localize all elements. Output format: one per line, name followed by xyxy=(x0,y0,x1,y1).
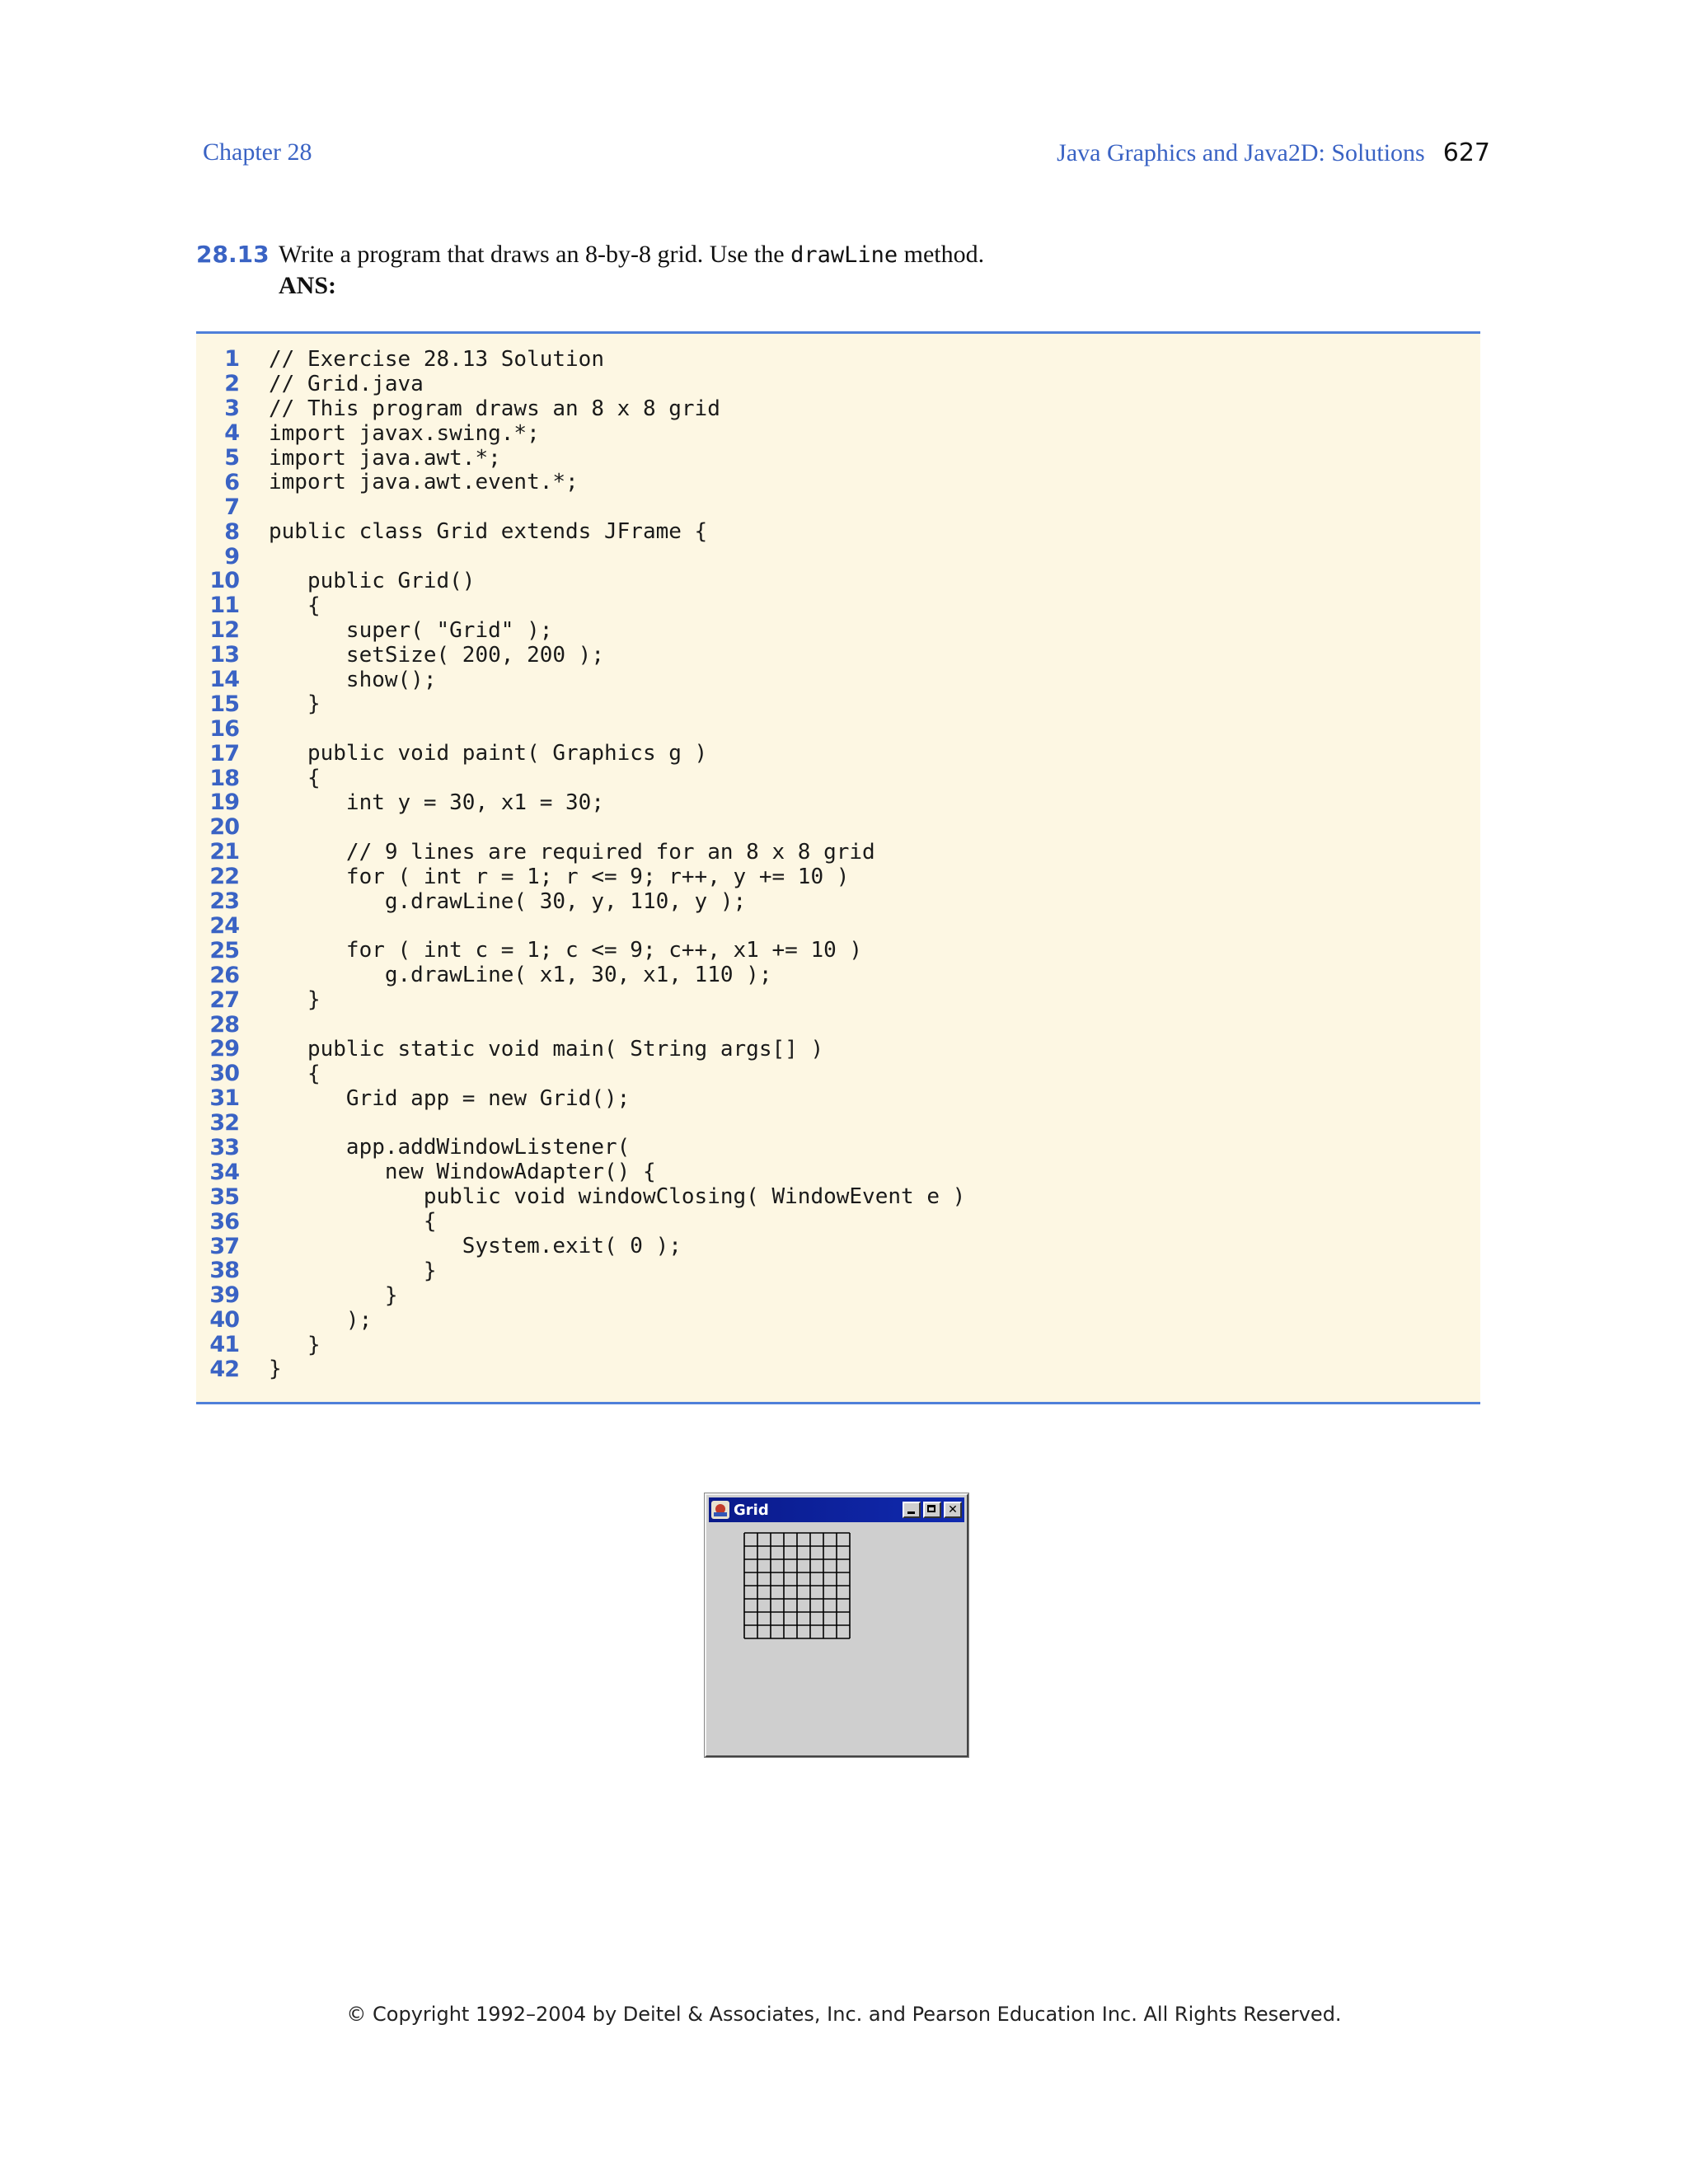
line-number: 40 xyxy=(209,1307,239,1333)
code-text: import java.awt.event.*; xyxy=(269,470,579,495)
line-number: 31 xyxy=(209,1085,239,1112)
running-head-chapter: Chapter 28 xyxy=(203,138,312,166)
line-number: 15 xyxy=(209,691,239,717)
line-number: 30 xyxy=(209,1061,239,1087)
line-number: 9 xyxy=(224,543,239,569)
code-line xyxy=(196,593,1480,618)
line-number: 4 xyxy=(224,420,239,447)
line-number: 38 xyxy=(209,1258,239,1284)
line-number: 28 xyxy=(209,1011,239,1038)
code-text: public static void main( String args[] ) xyxy=(269,1036,824,1062)
code-lines xyxy=(196,347,1480,1381)
line-number: 42 xyxy=(209,1356,239,1382)
code-text: // Exercise 28.13 Solution xyxy=(269,346,604,372)
line-number: 6 xyxy=(224,469,239,495)
code-text: Grid app = new Grid(); xyxy=(269,1085,631,1111)
code-line xyxy=(196,889,1480,914)
code-text: // 9 lines are required for an 8 x 8 grid xyxy=(269,839,875,865)
code-line xyxy=(196,913,1480,938)
line-number: 37 xyxy=(209,1233,239,1259)
code-text: show(); xyxy=(269,667,437,692)
code-text: } xyxy=(269,1282,398,1308)
line-number: 41 xyxy=(209,1332,239,1358)
code-line xyxy=(196,1111,1480,1136)
code-line xyxy=(196,396,1480,421)
code-line xyxy=(196,741,1480,766)
code-text: ); xyxy=(269,1307,373,1333)
code-line xyxy=(196,1086,1480,1111)
line-number: 27 xyxy=(209,987,239,1013)
line-number: 19 xyxy=(209,790,239,816)
code-text: } xyxy=(269,987,321,1013)
page-number: 627 xyxy=(1442,138,1490,167)
grid-window-screenshot xyxy=(705,1493,968,1757)
code-text: { xyxy=(269,1061,321,1086)
line-number: 29 xyxy=(209,1036,239,1062)
code-text: for ( int r = 1; r <= 9; r++, y += 10 ) xyxy=(269,864,850,889)
line-number: 22 xyxy=(209,864,239,890)
exercise-text-after: method. xyxy=(898,241,985,268)
code-line xyxy=(196,1062,1480,1086)
code-line xyxy=(196,1184,1480,1209)
code-line xyxy=(196,618,1480,643)
code-text: import javax.swing.*; xyxy=(269,420,540,446)
code-text: public void paint( Graphics g ) xyxy=(269,741,708,766)
code-line xyxy=(196,1037,1480,1062)
line-number: 21 xyxy=(209,839,239,865)
code-line xyxy=(196,963,1480,987)
running-head-right xyxy=(1057,138,1490,167)
line-number: 8 xyxy=(224,518,239,545)
code-text: } xyxy=(269,1332,321,1357)
line-number: 16 xyxy=(209,715,239,742)
line-number: 36 xyxy=(209,1208,239,1235)
code-text: { xyxy=(269,593,321,618)
line-number: 25 xyxy=(209,937,239,963)
code-text: } xyxy=(269,1357,282,1382)
code-text: app.addWindowListener( xyxy=(269,1135,631,1160)
code-line xyxy=(196,421,1480,446)
line-number: 17 xyxy=(209,740,239,766)
code-line xyxy=(196,840,1480,865)
code-text: { xyxy=(269,1209,437,1235)
exercise-code-term: drawLine xyxy=(790,242,898,268)
code-text: // This program draws an 8 x 8 grid xyxy=(269,396,720,421)
code-line xyxy=(196,1234,1480,1258)
code-line xyxy=(196,766,1480,790)
code-line xyxy=(196,691,1480,716)
line-number: 33 xyxy=(209,1134,239,1160)
code-line xyxy=(196,544,1480,569)
code-listing xyxy=(196,331,1480,1404)
code-text: // Grid.java xyxy=(269,371,424,396)
code-text: public void windowClosing( WindowEvent e ) xyxy=(269,1184,966,1210)
code-line xyxy=(196,470,1480,494)
code-line xyxy=(196,938,1480,963)
code-line xyxy=(196,519,1480,544)
code-line xyxy=(196,1308,1480,1333)
line-number: 35 xyxy=(209,1183,239,1210)
code-text: int y = 30, x1 = 30; xyxy=(269,790,604,815)
code-text: new WindowAdapter() { xyxy=(269,1160,656,1185)
code-line xyxy=(196,1357,1480,1382)
line-number: 20 xyxy=(209,814,239,841)
code-line xyxy=(196,1012,1480,1037)
answer-label: ANS: xyxy=(279,272,337,299)
code-line xyxy=(196,347,1480,372)
line-number: 3 xyxy=(224,396,239,422)
code-line xyxy=(196,494,1480,519)
line-number: 2 xyxy=(224,371,239,397)
line-number: 10 xyxy=(209,568,239,594)
code-text: } xyxy=(269,691,321,717)
code-line xyxy=(196,1160,1480,1184)
line-number: 1 xyxy=(224,346,239,373)
code-text: import java.awt.*; xyxy=(269,445,501,471)
code-line xyxy=(196,1258,1480,1283)
code-text: public Grid() xyxy=(269,568,476,593)
line-number: 34 xyxy=(209,1159,239,1185)
line-number: 26 xyxy=(209,962,239,988)
line-number: 18 xyxy=(209,765,239,791)
running-head-title: Java Graphics and Java2D: Solutions xyxy=(1057,139,1425,166)
code-text: } xyxy=(269,1258,437,1283)
code-text: g.drawLine( 30, y, 110, y ); xyxy=(269,888,747,914)
code-line xyxy=(196,1283,1480,1308)
code-text: super( "Grid" ); xyxy=(269,617,553,643)
code-line xyxy=(196,643,1480,668)
code-line xyxy=(196,815,1480,840)
code-line xyxy=(196,987,1480,1012)
code-line xyxy=(196,865,1480,889)
exercise xyxy=(196,241,1515,300)
line-number: 12 xyxy=(209,617,239,644)
exercise-statement xyxy=(196,241,1515,269)
code-line xyxy=(196,446,1480,471)
code-line xyxy=(196,1333,1480,1357)
code-line xyxy=(196,1209,1480,1234)
code-line xyxy=(196,668,1480,692)
close-icon[interactable]: ✕ xyxy=(944,1502,962,1518)
code-line xyxy=(196,790,1480,815)
code-text: setSize( 200, 200 ); xyxy=(269,642,604,668)
code-line xyxy=(196,716,1480,741)
code-text: public class Grid extends JFrame { xyxy=(269,519,708,545)
code-line xyxy=(196,1136,1480,1160)
exercise-text xyxy=(279,241,984,269)
window-title: Grid xyxy=(734,1501,769,1519)
code-text: { xyxy=(269,766,321,791)
code-line xyxy=(196,372,1480,396)
line-number: 11 xyxy=(209,593,239,619)
code-line xyxy=(196,569,1480,593)
line-number: 13 xyxy=(209,642,239,668)
line-number: 23 xyxy=(209,888,239,915)
exercise-text-before: Write a program that draws an 8-by-8 grid. Use the xyxy=(279,241,791,268)
grid-canvas xyxy=(706,1495,967,1755)
line-number: 39 xyxy=(209,1282,239,1309)
line-number: 5 xyxy=(224,445,239,471)
line-number: 24 xyxy=(209,912,239,939)
copyright-footer: © Copyright 1992–2004 by Deitel & Associates, Inc. and Pearson Education Inc. All Rights Reserved. xyxy=(346,2003,1342,2026)
line-number: 32 xyxy=(209,1110,239,1137)
code-text: g.drawLine( x1, 30, x1, 110 ); xyxy=(269,963,772,988)
line-number: 7 xyxy=(224,494,239,520)
code-text: for ( int c = 1; c <= 9; c++, x1 += 10 ) xyxy=(269,938,863,963)
line-number: 14 xyxy=(209,667,239,693)
code-text: System.exit( 0 ); xyxy=(269,1234,682,1259)
exercise-number: 28.13 xyxy=(196,241,270,268)
